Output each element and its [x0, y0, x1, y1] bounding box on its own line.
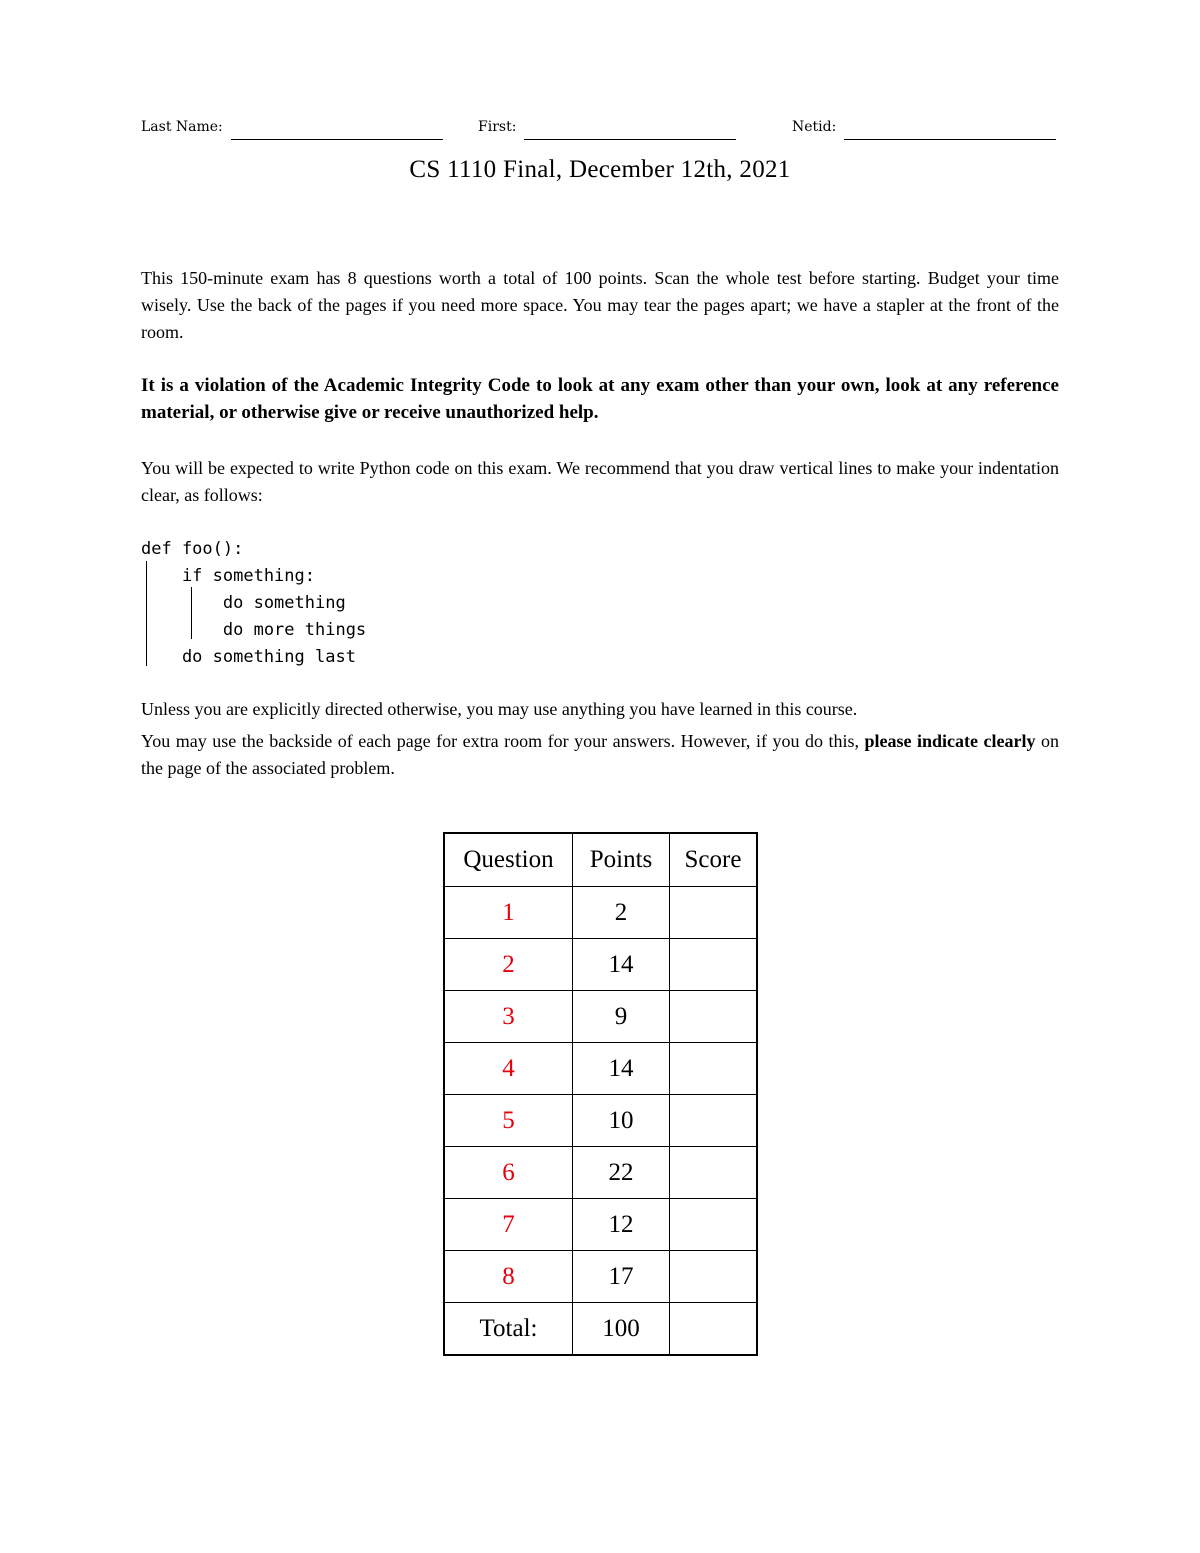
first-name-label: First: — [478, 119, 517, 135]
header-points: Points — [573, 833, 670, 887]
question-points: 10 — [573, 1095, 670, 1147]
first-name-blank[interactable] — [524, 117, 736, 140]
question-score-cell[interactable] — [670, 1199, 758, 1251]
question-number-link[interactable]: 7 — [444, 1199, 573, 1251]
backside-text-b: on the page of the associated problem. — [141, 731, 1060, 778]
netid-label: Netid: — [792, 119, 837, 135]
question-number-link[interactable]: 4 — [444, 1043, 573, 1095]
question-number-link[interactable]: 1 — [444, 887, 573, 939]
backside-text-a: You may use the backside of each page for extra room for your answers. However, if you do this, — [141, 731, 859, 751]
code-line: do something — [141, 593, 346, 613]
question-number-link[interactable]: 2 — [444, 939, 573, 991]
indent-guide-inner — [191, 587, 192, 639]
question-score-cell[interactable] — [670, 991, 758, 1043]
question-points: 14 — [573, 1043, 670, 1095]
question-score-cell[interactable] — [670, 1095, 758, 1147]
total-row — [444, 1303, 757, 1356]
total-points: 100 — [573, 1303, 670, 1356]
first-name-field[interactable] — [478, 114, 736, 140]
table-row — [444, 887, 757, 939]
question-number-link[interactable]: 3 — [444, 991, 573, 1043]
question-score-cell[interactable] — [670, 939, 758, 991]
code-line: do more things — [141, 620, 367, 640]
code-line: if something: — [141, 566, 315, 586]
last-name-blank[interactable] — [231, 117, 443, 140]
question-points: 2 — [573, 887, 670, 939]
backside-text-bold: please indicate clearly — [864, 731, 1036, 751]
table-row — [444, 991, 757, 1043]
exam-title: CS 1110 Final, December 12th, 2021 — [409, 156, 791, 183]
header-score: Score — [670, 833, 758, 887]
question-number-link[interactable]: 6 — [444, 1147, 573, 1199]
last-name-field[interactable] — [141, 114, 443, 140]
code-example — [141, 536, 366, 671]
indent-guide-outer — [146, 561, 147, 666]
question-points: 17 — [573, 1251, 670, 1303]
question-score-cell[interactable] — [670, 1043, 758, 1095]
unless-paragraph: Unless you are explicitly directed otherwise, you may use anything you have learned in this course. — [141, 699, 858, 719]
score-table-header-row — [444, 833, 757, 887]
header-question: Question — [444, 833, 573, 887]
table-row — [444, 939, 757, 991]
question-points: 14 — [573, 939, 670, 991]
student-info-fields — [141, 114, 1061, 142]
question-score-cell[interactable] — [670, 887, 758, 939]
score-table — [443, 832, 758, 1356]
code-line: def foo(): — [141, 539, 244, 559]
backside-paragraph — [141, 728, 1059, 782]
integrity-paragraph: It is a violation of the Academic Integrity Code to look at any exam other than your own, look at any reference material, or otherwise give or receive unauthorized help. — [141, 375, 1059, 423]
table-row — [444, 1147, 757, 1199]
question-points: 9 — [573, 991, 670, 1043]
netid-field[interactable] — [792, 114, 1056, 140]
question-points: 22 — [573, 1147, 670, 1199]
question-score-cell[interactable] — [670, 1147, 758, 1199]
table-row — [444, 1043, 757, 1095]
question-number-link[interactable]: 5 — [444, 1095, 573, 1147]
table-row — [444, 1095, 757, 1147]
question-score-cell[interactable] — [670, 1251, 758, 1303]
netid-blank[interactable] — [844, 117, 1056, 140]
last-name-label: Last Name: — [141, 119, 223, 135]
question-points: 12 — [573, 1199, 670, 1251]
table-row — [444, 1251, 757, 1303]
intro-paragraph: This 150-minute exam has 8 questions worth a total of 100 points. Scan the whole test before starting. Budget your time wisely. Use the back of the pages if you need more space. You may tear the pages apart; we have a stapler at the front of the room. — [141, 268, 1059, 342]
table-row — [444, 1199, 757, 1251]
total-label: Total: — [444, 1303, 573, 1356]
code-line: do something last — [141, 647, 356, 667]
python-instructions-paragraph: You will be expected to write Python code on this exam. We recommend that you draw vertical lines to make your indentation clear, as follows: — [141, 458, 1059, 505]
total-score-cell[interactable] — [670, 1303, 758, 1356]
question-number-link[interactable]: 8 — [444, 1251, 573, 1303]
